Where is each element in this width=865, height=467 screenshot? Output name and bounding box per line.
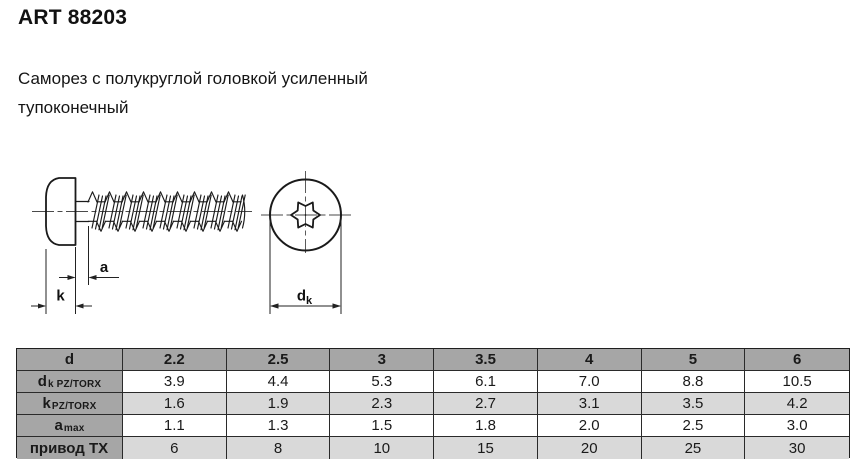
table-cell: 3.5	[642, 393, 746, 415]
table-cell: 8	[227, 437, 331, 459]
table-cell: 2.5	[642, 415, 746, 437]
table-cell: 7.0	[538, 371, 642, 393]
table-cell: 20	[538, 437, 642, 459]
table-cell: 2.0	[538, 415, 642, 437]
table-cell: 30	[745, 437, 849, 459]
table-cell: 4.4	[227, 371, 331, 393]
dim-label-dk: $d_k$	[296, 287, 313, 307]
table-cell: 15	[434, 437, 538, 459]
table-cell: 25	[642, 437, 746, 459]
row-label-k: k PZ/TORX	[17, 393, 123, 415]
table-cell: 6	[123, 437, 227, 459]
center-mark	[305, 214, 307, 216]
table-header-cell: 3.5	[434, 349, 538, 371]
description-line-1: Саморез с полукруглой головкой усиленный	[18, 69, 368, 88]
table-cell: 8.8	[642, 371, 746, 393]
table-header-cell: d	[17, 349, 123, 371]
dim-label-a: a	[99, 259, 109, 276]
table-cell: 1.5	[330, 415, 434, 437]
table-cell: 3.9	[123, 371, 227, 393]
table-cell: 6.1	[434, 371, 538, 393]
table-cell: 1.3	[227, 415, 331, 437]
table-cell: 4.2	[745, 393, 849, 415]
table-header-cell: 4	[538, 349, 642, 371]
row-label-amax: a max	[17, 415, 123, 437]
table-header-cell: 2.5	[227, 349, 331, 371]
dim-label-k: k	[56, 287, 65, 305]
table-header-cell: 6	[745, 349, 849, 371]
table-cell: 1.1	[123, 415, 227, 437]
table-header-cell: 3	[330, 349, 434, 371]
table-header-cell: 2.2	[123, 349, 227, 371]
screw-side-view	[31, 178, 252, 314]
table-cell: 2.3	[330, 393, 434, 415]
dimension-a	[59, 226, 119, 314]
row-label-drive-tx: привод TX	[17, 437, 123, 459]
table-cell: 2.7	[434, 393, 538, 415]
table-cell: 1.6	[123, 393, 227, 415]
table-header-cell: 5	[642, 349, 746, 371]
table-cell: 3.1	[538, 393, 642, 415]
dimension-k	[31, 249, 92, 314]
page-title: ART 88203	[18, 6, 128, 29]
screw-head-top-view	[261, 171, 351, 314]
table-cell: 1.9	[227, 393, 331, 415]
technical-drawing	[20, 160, 420, 320]
table-cell: 1.8	[434, 415, 538, 437]
row-label-dk: d k PZ/TORX	[17, 371, 123, 393]
table-cell: 10.5	[745, 371, 849, 393]
table-cell: 3.0	[745, 415, 849, 437]
product-description	[18, 64, 368, 122]
table-cell: 10	[330, 437, 434, 459]
dimensions-table	[16, 348, 850, 458]
description-line-2: тупоконечный	[18, 98, 129, 117]
table-cell: 5.3	[330, 371, 434, 393]
